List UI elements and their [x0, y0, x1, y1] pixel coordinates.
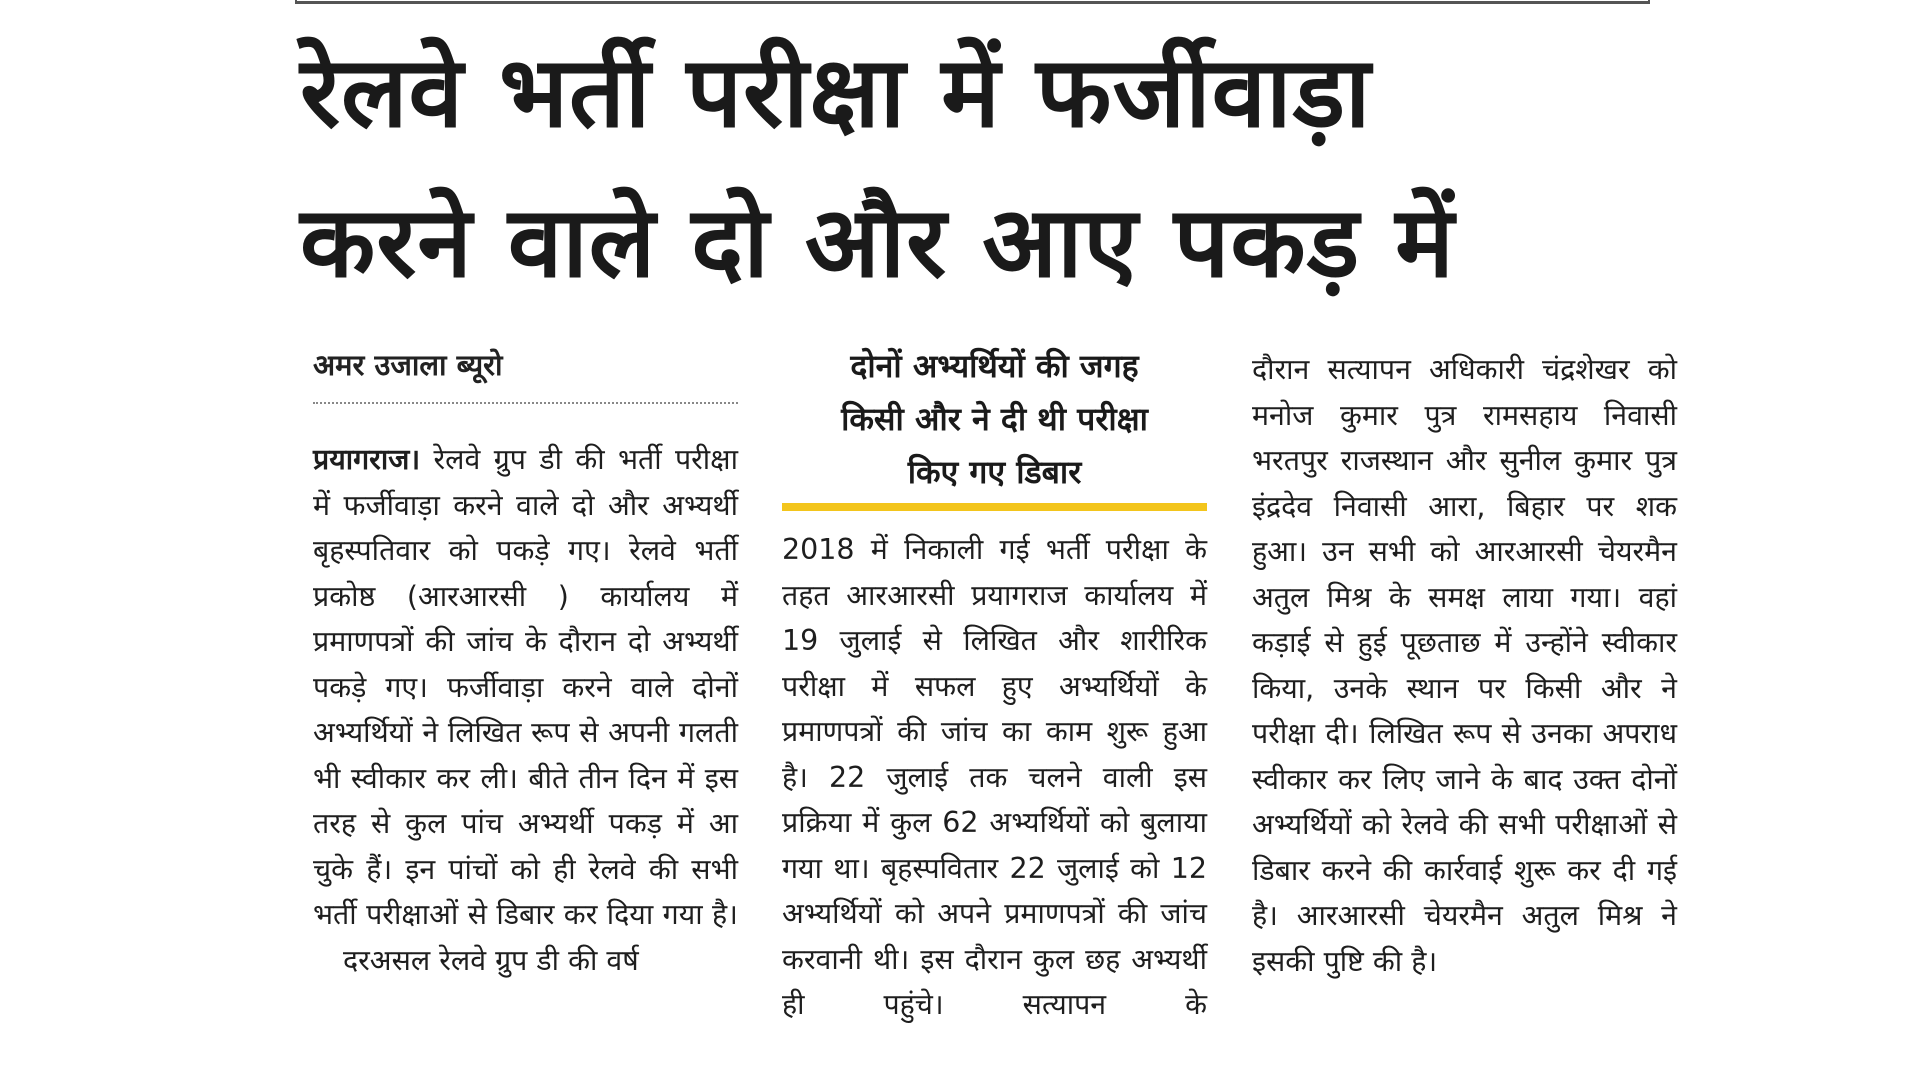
- subhead-line-3: किए गए डिबार: [907, 453, 1082, 491]
- top-border-rule: [295, 0, 1650, 4]
- article-column-3: [1252, 347, 1677, 984]
- dateline: प्रयागराज।: [313, 443, 421, 476]
- subhead-line-1: दोनों अभ्यर्थियों की जगह: [850, 347, 1139, 385]
- column-1-text: रेलवे ग्रुप डी की भर्ती परीक्षा में फर्जीवाड़ा करने वाले दो और अभ्यर्थी बृहस्पतिवार को पकड़े गए। रेलवे भर्ती प्रकोष्ठ (आरआरसी ) कार्यालय में प्रमाणपत्रों की जांच के दौरान दो अभ्यर्थी पकड़े गए। फर्जीवाड़ा करने वाले दोनों अभ्यर्थियों ने लिखित रूप से अपनी गलती भी स्वीकार कर ली। बीते तीन दिन में इस तरह से कुल पांच अभ्यर्थी पकड़ में आ चुके हैं। इन पांचों को ही रेलवे की सभी भर्ती परीक्षाओं से डिबार कर दिया गया है।: [313, 443, 738, 931]
- article-subhead: [782, 340, 1207, 499]
- article-column-1: [313, 437, 738, 983]
- article-headline: [300, 18, 1680, 318]
- column-2-text: 2018 में निकाली गई भर्ती परीक्षा के तहत आरआरसी प्रयागराज कार्यालय में 19 जुलाई से लिखित और शारीरिक परीक्षा में सफल हुए अभ्यर्थियों के प्रमाणपत्रों की जांच का काम शुरू हुआ है। 22 जुलाई तक चलने वाली इस प्रक्रिया में कुल 62 अभ्यर्थियों को बुलाया गया था। बृहस्पवितार 22 जुलाई को 12 अभ्यर्थियों को अपने प्रमाणपत्रों की जांच करवानी थी। इस दौरान कुल छह अभ्यर्थी ही पहुंचे। सत्यापन के: [782, 533, 1207, 1021]
- headline-line-1: रेलवे भर्ती परीक्षा में फर्जीवाड़ा: [300, 36, 1372, 150]
- byline: अमर उजाला ब्यूरो: [313, 348, 503, 382]
- column-1-paragraph-2: दरअसल रेलवे ग्रुप डी की वर्ष: [343, 943, 639, 977]
- byline-divider: [313, 402, 738, 404]
- column-1-paragraph-1: [313, 437, 738, 938]
- headline-line-2: करने वाले दो और आए पकड़ में: [300, 186, 1455, 300]
- subhead-line-2: किसी और ने दी थी परीक्षा: [841, 400, 1148, 438]
- subhead-accent-bar: [782, 503, 1207, 511]
- article-column-2: [782, 527, 1207, 1028]
- column-3-text: दौरान सत्यापन अधिकारी चंद्रशेखर को मनोज कुमार पुत्र रामसहाय निवासी भरतपुर राजस्थान और सुनील कुमार पुत्र इंद्रदेव निवासी आरा, बिहार पर शक हुआ। उन सभी को आरआरसी चेयरमैन अतुल मिश्र के समक्ष लाया गया। वहां कड़ाई से हुई पूछताछ में उन्होंने स्वीकार किया, उनके स्थान पर किसी और ने परीक्षा दी। लिखित रूप से उनका अपराध स्वीकार कर लिए जाने के बाद उक्त दोनों अभ्यर्थियों को रेलवे की सभी परीक्षाओं से डिबार करने की कार्रवाई शुरू कर दी गई है। आरआरसी चेयरमैन अतुल मिश्र ने इसकी पुष्टि की है।: [1252, 353, 1677, 978]
